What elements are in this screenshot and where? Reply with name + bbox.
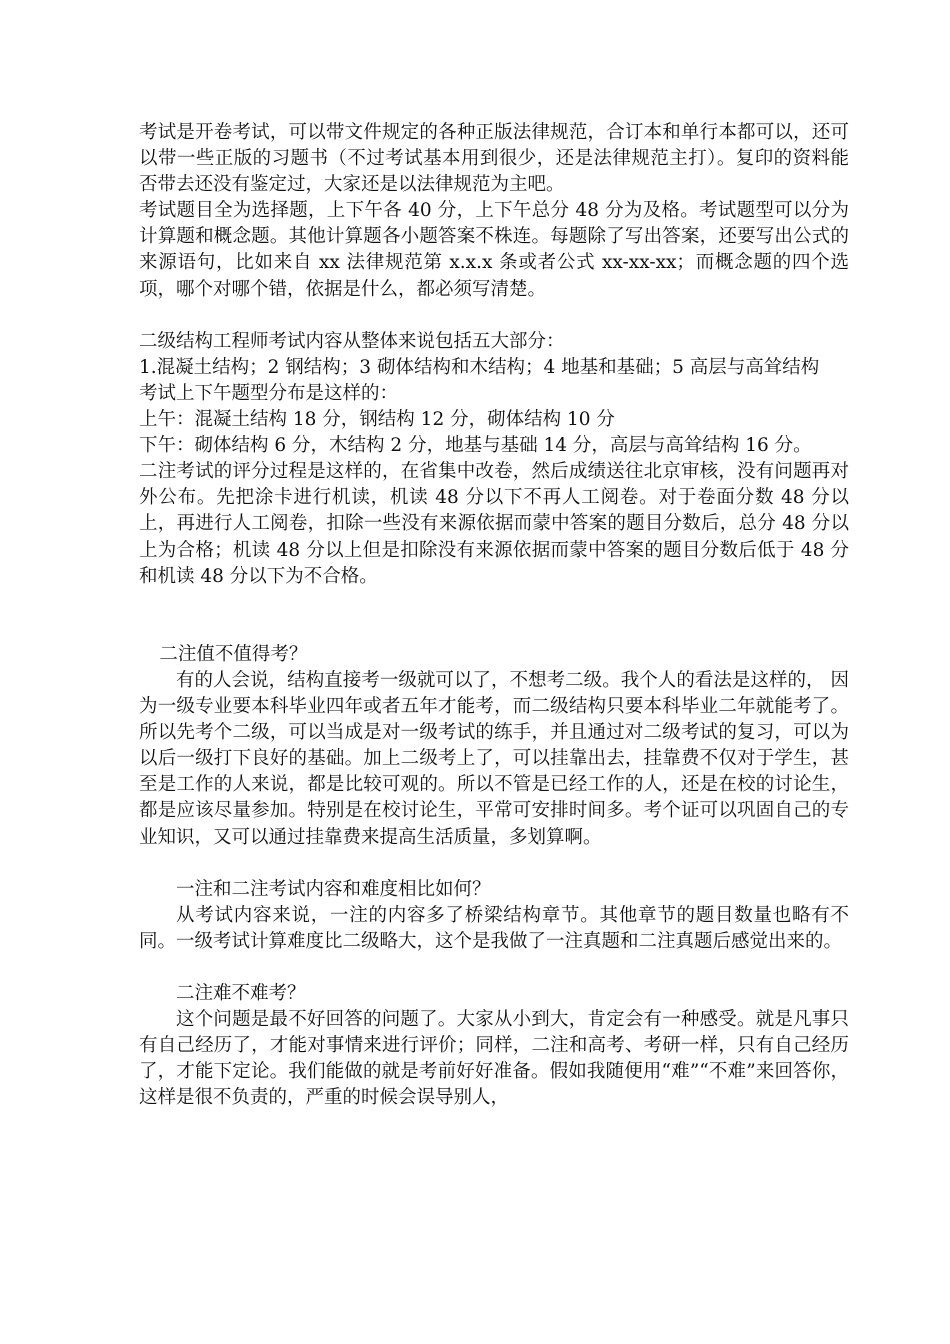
section-heading-worth-it: 二注值不值得考？: [159, 643, 308, 665]
paragraph-morning-session: 上午：混凝土结构 18 分，钢结构 12 分，砌体结构 10 分: [139, 409, 615, 431]
section-heading-difficulty: 二注难不难考？: [176, 983, 306, 1005]
paragraph-exam-format: 考试题目全为选择题，上下午各 40 分，上下午总分 48 分为及格。考试题型可以分为计算题和概念题。其他计算题各小题答案不株连。每题除了写出答案，还要写出公式的来源语句，比如来自 xx 法律规范第 x.x.x 条或者公式 xx-xx-xx；而概念题的四个选项，哪个对哪个错，依据是什么，都必须写清楚。: [139, 200, 849, 300]
blank-line: [139, 955, 849, 981]
blank-line: [139, 303, 849, 329]
paragraph-distribution-intro: 考试上下午题型分布是这样的：: [139, 382, 399, 404]
paragraph-comparison: 从考试内容来说，一注的内容多了桥梁结构章节。其他章节的题目数量也略有不同。一级考试计算难度比二级略大，这个是我做了一注真题和二注真题后感觉出来的。: [139, 904, 849, 952]
paragraph-content-parts: 1.混凝土结构；2 钢结构；3 砌体结构和木结构；4 地基和基础；5 高层与高耸结构: [139, 356, 820, 378]
blank-line: [139, 590, 849, 642]
paragraph-open-book-exam: 考试是开卷考试，可以带文件规定的各种正版法律规范，合订本和单行本都可以，还可以带一些正版的习题书（不过考试基本用到很少，还是法律规范主打）。复印的资料能否带去还没有鉴定过，大家还是以法律规范为主吧。: [139, 122, 849, 196]
section-heading-comparison: 一注和二注考试内容和难度相比如何？: [176, 878, 491, 900]
paragraph-worth-it: 有的人会说，结构直接考一级就可以了，不想考二级。我个人的看法是这样的， 因为一级专业要本科毕业四年或者五年才能考，而二级结构只要本科毕业二年就能考了。所以先考个二级，可以当成是对一级考试的练手，并且通过对二级考试的复习，可以为以后一级打下良好的基础。加上二级考上了，可以挂靠出去，挂靠费不仅对于学生，甚至是工作的人来说，都是比较可观的。所以不管是已经工作的人，还是在校的讨论生，都是应该尽量参加。特别是在校讨论生，平常可安排时间多。考个证可以巩固自己的专业知识，又可以通过挂靠费来提高生活质量，多划算啊。: [139, 669, 849, 848]
document-body: [139, 120, 849, 1112]
blank-line: [139, 851, 849, 877]
paragraph-grading-process: 二注考试的评分过程是这样的，在省集中改卷，然后成绩送往北京审核，没有问题再对外公布。先把涂卡进行机读，机读 48 分以下不再人工阅卷。对于卷面分数 48 分以上，再进行人工阅卷，扣除一些没有来源依据而蒙中答案的题目分数后，总分 48 分以上为合格；机读 48 分以上但是扣除没有来源依据而蒙中答案的题目分数后低于 48 分和机读 48 分以下为不合格。: [139, 461, 849, 587]
paragraph-difficulty: 这个问题是最不好回答的问题了。大家从小到大，肯定会有一种感受。就是凡事只有自己经历了，才能对事情来进行评价；同样，二注和高考、考研一样，只有自己经历了，才能下定论。我们能做的就是考前好好准备。假如我随便用“难”“不难”来回答你，这样是很不负责的，严重的时候会误导别人，: [139, 1009, 849, 1109]
paragraph-content-intro: 二级结构工程师考试内容从整体来说包括五大部分：: [139, 330, 565, 352]
paragraph-afternoon-session: 下午：砌体结构 6 分，木结构 2 分，地基与基础 14 分，高层与高耸结构 16 分。: [139, 435, 812, 457]
